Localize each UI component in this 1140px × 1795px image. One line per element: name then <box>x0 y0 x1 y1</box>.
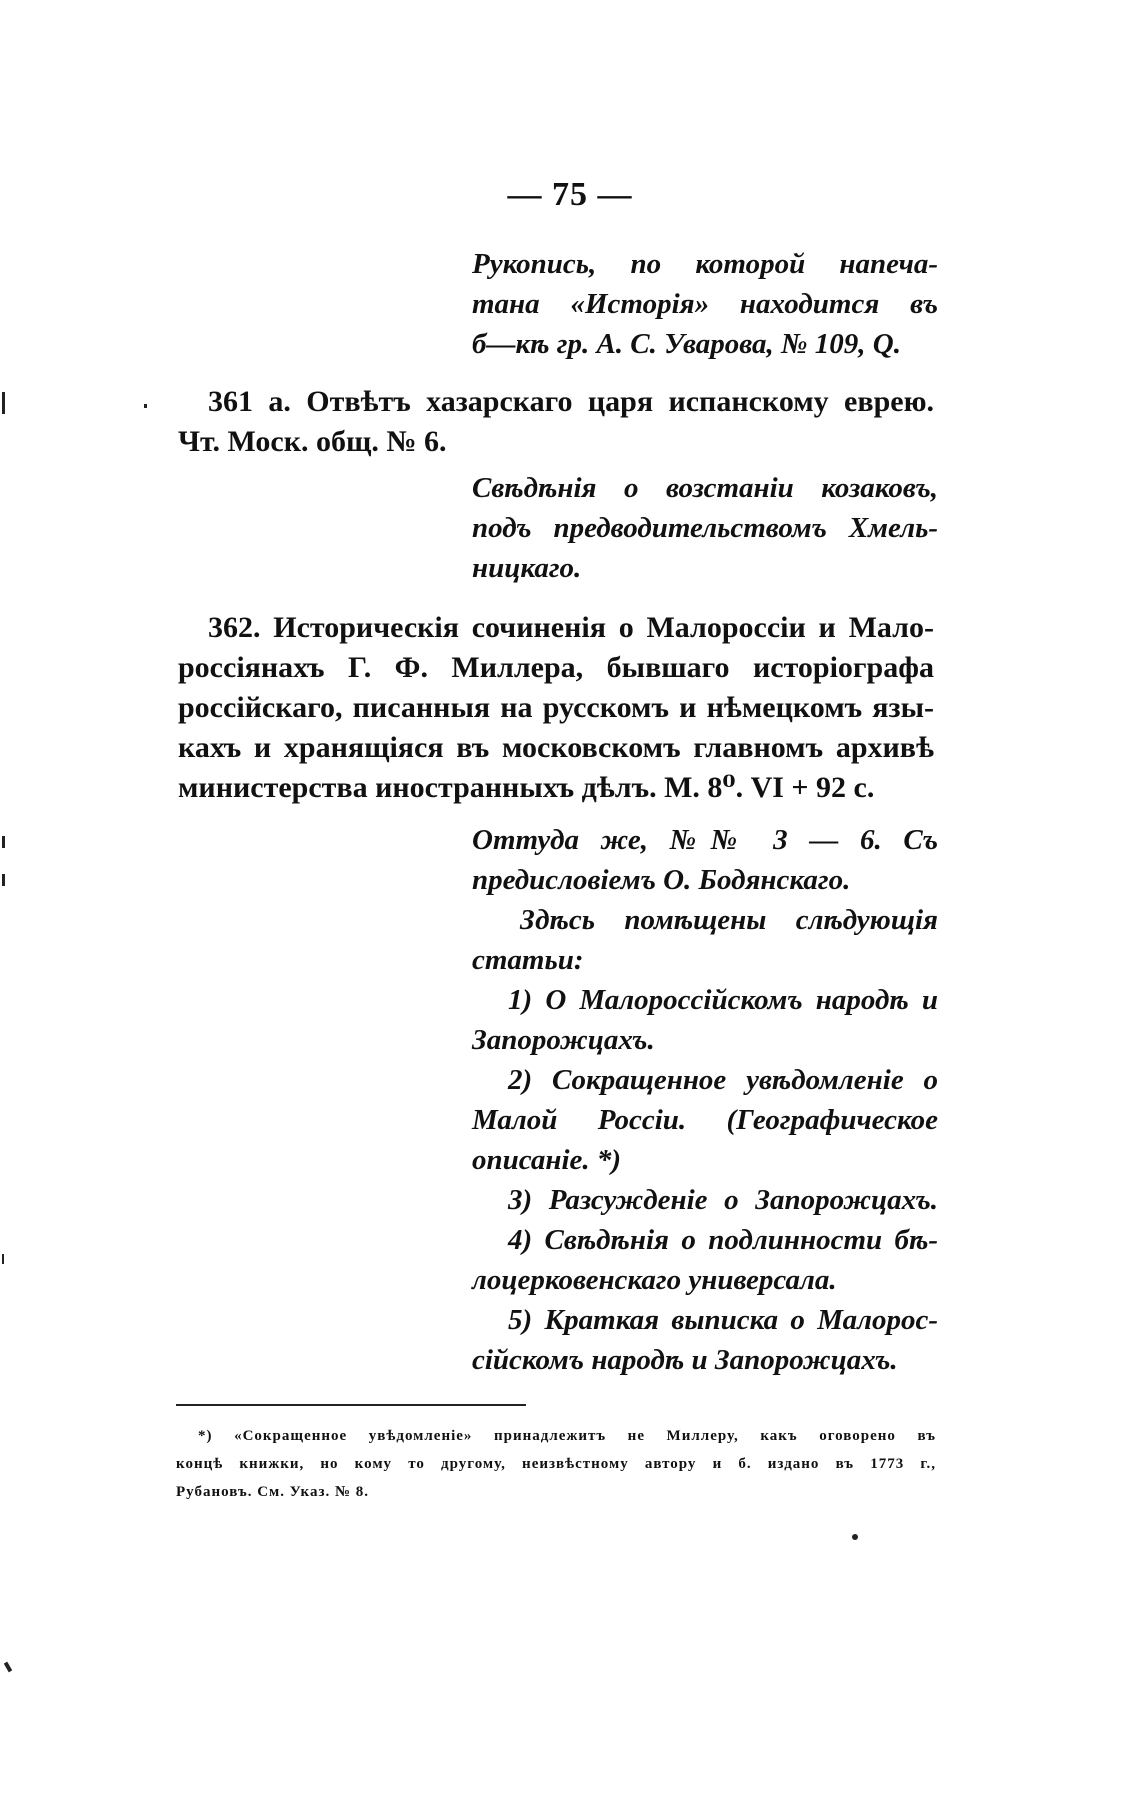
entry-361a-note <box>472 468 938 588</box>
footnote-line: *) «Сокращенное увѣдомленіе» принадлежитъ не Миллеру, какъ оговорено въ <box>198 1428 936 1444</box>
entry-line: Чт. Моск. общ. № 6. <box>178 425 447 458</box>
article-item: 2) Сокращенное увѣдомленіе о <box>508 1064 938 1096</box>
footnote-line: концѣ книжки, но кому то другому, неизвѣстному автору и б. издано въ 1773 г., <box>176 1456 936 1472</box>
article-item: 4) Свѣдѣнія о подлинности бѣ- <box>508 1224 938 1256</box>
note-line: Оттуда же, №№ 3 — 6. Съ <box>472 824 938 856</box>
entry-line: кахъ и хранящіяся въ московскомъ главномъ архивѣ <box>178 731 934 764</box>
scan-artifact <box>2 874 5 886</box>
article-item: лоцерковенскаго универсала. <box>472 1264 837 1296</box>
article-item: Малой Россіи. (Географическое <box>472 1104 938 1136</box>
note-line: Здѣсь помѣщены слѣдующія <box>520 904 938 936</box>
scan-artifact <box>2 1254 4 1264</box>
entry-line: россійскаго, писанныя на русскомъ и нѣмецкомъ язы- <box>178 691 934 724</box>
entry-line: 361 а. Отвѣтъ хазарскаго царя испанскому еврею. <box>208 385 934 418</box>
article-item: 3) Разсужденіе о Запорожцахъ. <box>508 1184 938 1216</box>
note-line: Свѣдѣнія о возстаніи козаковъ, <box>472 472 938 504</box>
article-item: сійскомъ народѣ и Запорожцахъ. <box>472 1344 898 1376</box>
manuscript-note <box>472 244 938 364</box>
entry-line: россіянахъ Г. Ф. Миллера, бывшаго исторіографа <box>178 651 934 684</box>
entry-line: 362. Историческія сочиненія о Малороссіи и Мало- <box>208 611 934 644</box>
article-item: Запорожцахъ. <box>472 1024 655 1056</box>
note-line: ницкаго. <box>472 552 582 584</box>
entry-line: министерства иностранныхъ дѣлъ. М. 8⁰. VI + 92 с. <box>178 771 875 804</box>
entry-362 <box>178 608 934 808</box>
note-line: подъ предводительствомъ Хмель- <box>472 512 938 544</box>
entry-362-source <box>472 820 938 900</box>
article-item: описаніе. *) <box>472 1144 622 1176</box>
note-line: б—кѣ гр. А. С. Уварова, № 109, Q. <box>472 328 901 360</box>
page-number: — 75 — <box>507 176 633 213</box>
article-item: 1) О Малороссійскомъ народѣ и <box>508 984 938 1016</box>
article-list <box>472 980 938 1380</box>
scan-artifact <box>2 392 5 414</box>
note-line: тана «Исторія» находится въ <box>472 288 938 320</box>
footnote-divider <box>176 1404 526 1406</box>
entry-361a <box>178 382 934 462</box>
entry-362-intro <box>472 900 938 980</box>
note-line: предисловіемъ О. Бодянскаго. <box>472 864 851 896</box>
scan-artifact <box>2 836 5 848</box>
scan-artifact <box>852 1534 858 1540</box>
footnote-line: Рубановъ. См. Указ. № 8. <box>176 1484 370 1500</box>
scan-artifact <box>144 404 147 408</box>
scan-artifact <box>4 1662 12 1673</box>
article-item: 5) Краткая выписка о Малорос- <box>508 1304 938 1336</box>
note-line: статьи: <box>472 944 584 976</box>
note-line: Рукопись, по которой напеча- <box>472 248 938 280</box>
footnote <box>176 1422 936 1506</box>
